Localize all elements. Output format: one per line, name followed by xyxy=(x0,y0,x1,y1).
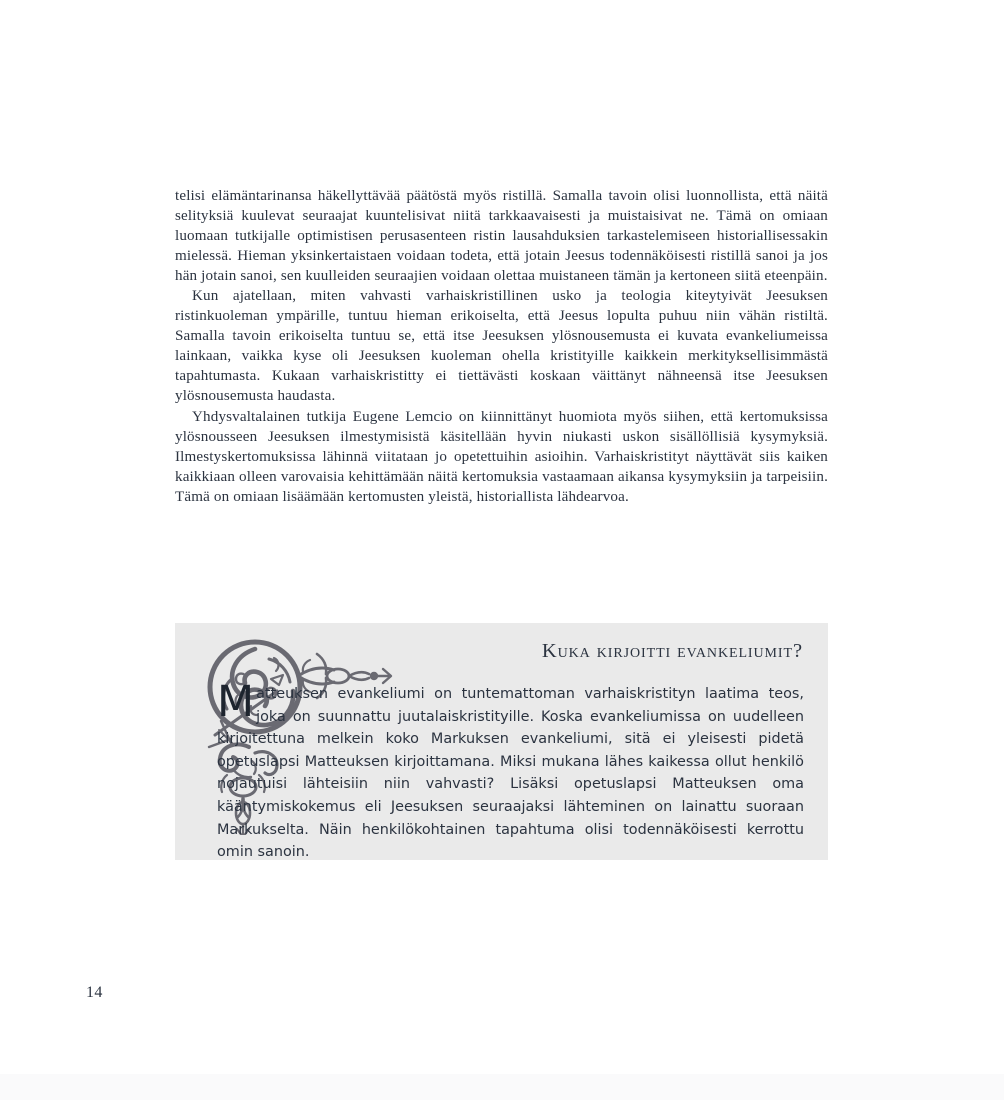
page-number: 14 xyxy=(86,984,103,1001)
fact-box-title: Kuka kirjoitti evankeliumit? xyxy=(541,640,803,662)
paragraph-2: Kun ajatellaan, miten vahvasti varhaiskristillinen usko ja teologia kiteytyivät Jeesuksen ristinkuoleman ympärille, tuntuu hieman erikoiselta, että Jeesus lopulta puhuu niin vähän ristiltä. Samalla tavoin erikoiselta tuntuu se, että itse Jeesuksen ylösnousemusta ei kuvata evankeliumeissa lainkaan, vaikka kyse oli Jeesuksen kuoleman ohella kristityille kaikkein merkityksellisimmästä tapahtumasta. Kukaan varhaiskristitty ei tiettävästi koskaan väittänyt nähneensä itse Jeesuksen ylösnousemusta haudasta. xyxy=(175,288,828,405)
body-text-column xyxy=(175,186,828,507)
paragraph-1: telisi elämäntarinansa häkellyttävää päätöstä myös ristillä. Samalla tavoin olisi luonnollista, että näitä selityksiä kuulevat seuraajat kuuntelisivat niitä tarkkaavaisesti ja muistaisivat ne. Tämä on omiaan luomaan tutkijalle optimistisen perusasenteen ristin lausahduksien tarkastelemiseen historiallisessakin mielessä. Hieman yksinkertaistaen voidaan todeta, että jotain Jeesus todennäköisesti ristillä sanoi ja jos hän jotain sanoi, sen kuulleiden seuraajien voidaan olettaa muistaneen tämän ja kertoneen siitä eteenpäin. xyxy=(175,188,828,285)
fact-box-text: atteuksen evankeliumi on tuntemattoman varhaiskristityn laatima teos, joka on suunnattu juutalaiskristityille. Koska evankeliumissa on uudelleen kirjoitettuna melkein koko Markuksen evankeliumi, sitä ei yleisesti pidetä opetuslapsi Matteuksen kirjoittamana. Miksi mukana lähes kaikessa ollut henkilö nojautuisi lähteisiin niin vahvasti? Lisäksi opetuslapsi Matteuksen oma kääntymiskokemus eli Jeesuksen seuraajaksi lähteminen on lainattu suoraan Markukselta. Näin henkilökohtainen tapahtuma olisi todennäköisesti kerrottu omin sanoin. xyxy=(217,686,804,860)
paragraph-3: Yhdysvaltalainen tutkija Eugene Lemcio on kiinnittänyt huomiota myös siihen, että kertomuksissa ylösnousseen Jeesuksen ilmestymisistä käsitellään hyvin niukasti uskon sisällöllisiä kysymyksiä. Ilmestyskertomuksissa lähinnä viitataan jo opetettuihin asioihin. Varhaiskristityt näyttävät siis kaiken kaikkiaan olleen varovaisia kehittämään näitä kertomuksia vastaamaan aikansa kysymyksiin ja tarpeisiin. Tämä on omiaan lisäämään kertomusten yleistä, historiallista lähdearvoa. xyxy=(175,408,828,505)
fact-box xyxy=(175,623,828,860)
page-bottom-edge xyxy=(0,1074,1004,1100)
fact-box-body xyxy=(217,677,804,860)
fact-box-dropcap: M xyxy=(217,677,255,727)
